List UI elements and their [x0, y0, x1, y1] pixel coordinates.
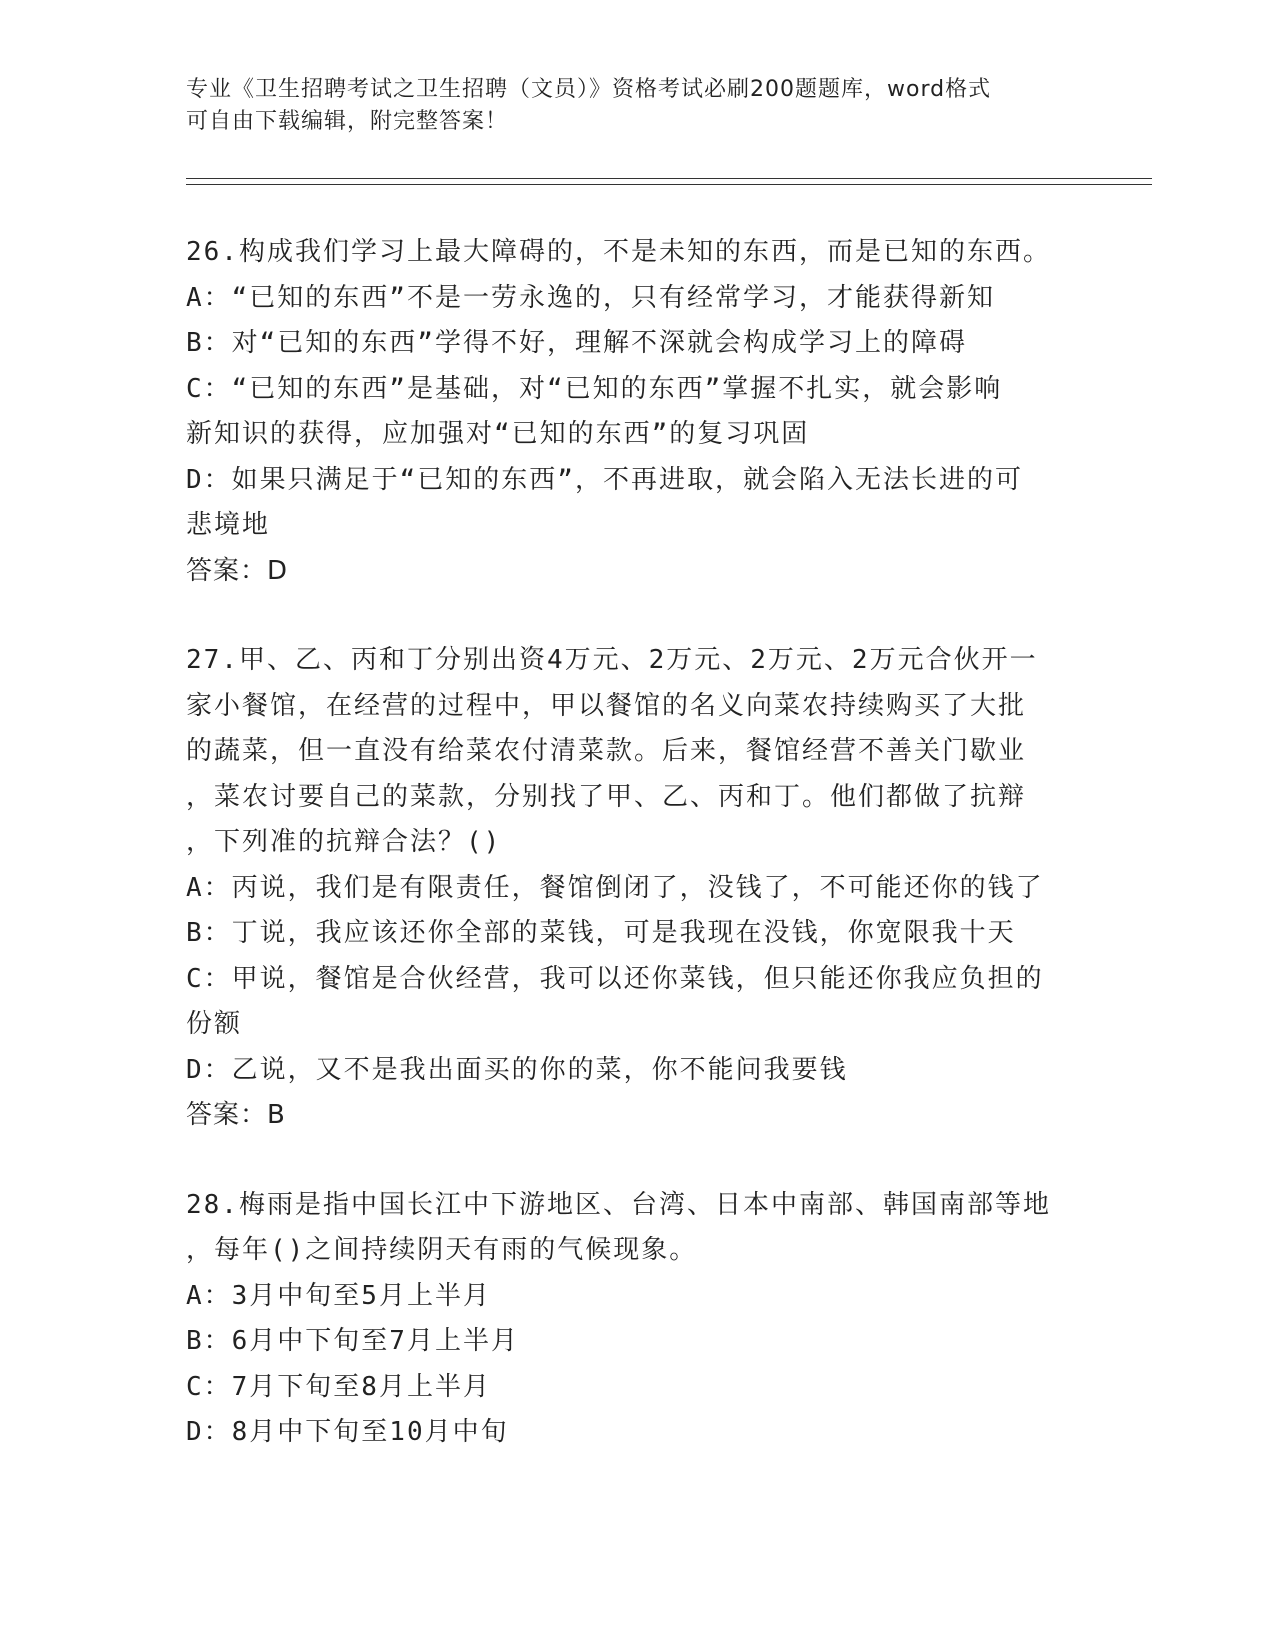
question-stem: 26.构成我们学习上最大障碍的，不是未知的东西，而是已知的东西。	[186, 237, 1051, 267]
answer-label: 答案：D	[186, 555, 289, 586]
document-header	[186, 74, 1086, 138]
option-a: A：“已知的东西”不是一劳永逸的，只有经常学习，才能获得新知	[186, 282, 995, 313]
option-c-continued: 份额	[186, 1009, 243, 1039]
question-26	[186, 230, 1086, 594]
option-d: D：如果只满足于“已知的东西”，不再进取，就会陷入无法长进的可	[186, 464, 1023, 495]
option-a: A：丙说，我们是有限责任，餐馆倒闭了，没钱了，不可能还你的钱了	[186, 872, 1044, 903]
option-d: D：乙说，又不是我出面买的你的菜，你不能问我要钱	[186, 1054, 848, 1085]
header-line-1: 专业《卫生招聘考试之卫生招聘（文员）》资格考试必刷200题题库，word格式	[186, 77, 992, 102]
option-a: A：3月中旬至5月上半月	[186, 1280, 491, 1311]
question-stem-line-5: ，下列准的抗辩合法？()	[186, 827, 502, 857]
question-stem-line-3: 的蔬菜，但一直没有给菜农付清菜款。后来，餐馆经营不善关门歇业	[186, 736, 1027, 766]
option-b: B：丁说，我应该还你全部的菜钱，可是我现在没钱，你宽限我十天	[186, 918, 1016, 948]
question-stem-line-2: 家小餐馆，在经营的过程中，甲以餐馆的名义向菜农持续购买了大批	[186, 690, 1027, 721]
question-stem-line-4: ，菜农讨要自己的菜款，分别找了甲、乙、丙和丁。他们都做了抗辩	[186, 781, 1027, 812]
option-d: D：8月中下旬至10月中旬	[186, 1417, 509, 1447]
question-28	[186, 1183, 1086, 1456]
header-line-2: 可自由下载编辑，附完整答案！	[186, 109, 509, 134]
option-c: C：“已知的东西”是基础，对“已知的东西”掌握不扎实，就会影响	[186, 373, 1003, 404]
option-b: B：对“已知的东西”学得不好，理解不深就会构成学习上的障碍	[186, 328, 967, 358]
option-c: C：甲说，餐馆是合伙经营，我可以还你菜钱，但只能还你我应负担的	[186, 963, 1044, 994]
option-b: B：6月中下旬至7月上半月	[186, 1326, 519, 1356]
header-divider-bottom	[186, 184, 1152, 185]
question-list	[186, 230, 1086, 1500]
question-stem: 27.甲、乙、丙和丁分别出资4万元、2万元、2万元、2万元合伙开一	[186, 645, 1038, 675]
answer-label: 答案：B	[186, 1100, 286, 1130]
question-stem-line-2: ，每年()之间持续阴天有雨的气候现象。	[186, 1235, 698, 1265]
question-27	[186, 638, 1086, 1139]
option-c-continued: 新知识的获得，应加强对“已知的东西”的复习巩固	[186, 419, 810, 449]
question-stem: 28.梅雨是指中国长江中下游地区、台湾、日本中南部、韩国南部等地	[186, 1189, 1051, 1220]
option-d-continued: 悲境地	[186, 510, 271, 540]
option-c: C：7月下旬至8月上半月	[186, 1371, 491, 1402]
header-divider-top	[186, 178, 1152, 179]
